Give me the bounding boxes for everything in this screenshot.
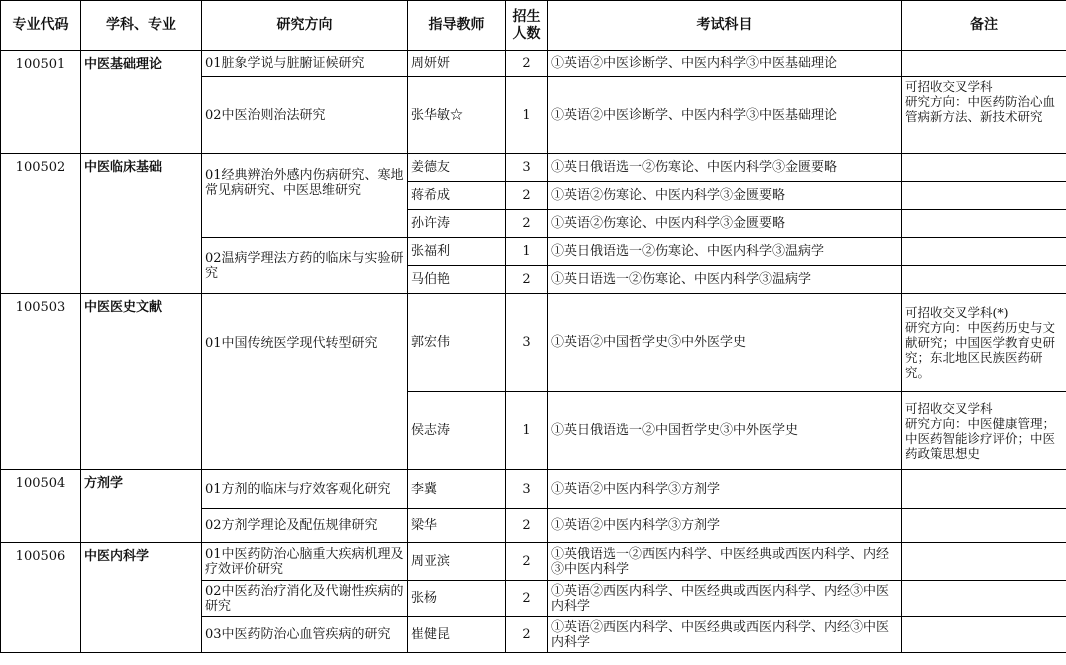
- exam-subjects: ①英语②中医内科学③方剂学: [548, 470, 902, 509]
- advisor-name: 梁华: [408, 509, 506, 543]
- advisor-name: 周亚滨: [408, 543, 506, 581]
- header-row: [1, 1, 1066, 51]
- quota-count: 3: [506, 294, 548, 392]
- research-direction: 01经典辨治外感内伤病研究、寒地常见病研究、中医思维研究: [202, 154, 408, 238]
- research-direction: 02温病学理法方药的临床与实验研究: [202, 238, 408, 294]
- exam-subjects: ①英语②中国哲学史③中外医学史: [548, 294, 902, 392]
- table-row: [1, 294, 1066, 392]
- header-quota: 招生人数: [506, 1, 548, 51]
- major-name: 中医临床基础: [81, 154, 202, 294]
- research-direction: 01中国传统医学现代转型研究: [202, 294, 408, 470]
- note-cell: [902, 210, 1066, 238]
- note-cell: 可招收交叉学科 研究方向：中医药防治心血管病新方法、新技术研究: [902, 77, 1066, 154]
- header-code: 专业代码: [1, 1, 81, 51]
- quota-count: 1: [506, 238, 548, 266]
- exam-subjects: ①英日俄语选一②中国哲学史③中外医学史: [548, 392, 902, 470]
- major-name: 中医医史文献: [81, 294, 202, 470]
- note-cell: [902, 266, 1066, 294]
- table-row: [1, 543, 1066, 581]
- advisor-name: 张杨: [408, 581, 506, 617]
- note-cell: [902, 470, 1066, 509]
- research-direction: 01方剂的临床与疗效客观化研究: [202, 470, 408, 509]
- quota-count: 1: [506, 392, 548, 470]
- research-direction: 01中医药防治心脑重大疾病机理及疗效评价研究: [202, 543, 408, 581]
- major-code: 100503: [1, 294, 81, 470]
- header-advisor: 指导教师: [408, 1, 506, 51]
- advisor-name: 周妍妍: [408, 51, 506, 77]
- advisor-name: 姜德友: [408, 154, 506, 182]
- advisor-name: 张华敏☆: [408, 77, 506, 154]
- advisor-name: 张福利: [408, 238, 506, 266]
- advisor-name: 崔健昆: [408, 617, 506, 653]
- exam-subjects: ①英俄语选一②西医内科学、中医经典或西医内科学、内经③中医内科学: [548, 543, 902, 581]
- research-direction: 02方剂学理论及配伍规律研究: [202, 509, 408, 543]
- major-code: 100506: [1, 543, 81, 653]
- major-code: 100501: [1, 51, 81, 154]
- exam-subjects: ①英语②伤寒论、中医内科学③金匮要略: [548, 182, 902, 210]
- advisor-name: 蒋希成: [408, 182, 506, 210]
- quota-count: 1: [506, 77, 548, 154]
- exam-subjects: ①英语②中医内科学③方剂学: [548, 509, 902, 543]
- quota-count: 2: [506, 51, 548, 77]
- quota-count: 2: [506, 182, 548, 210]
- research-direction: 03中医药防治心血管疾病的研究: [202, 617, 408, 653]
- advisor-name: 李冀: [408, 470, 506, 509]
- quota-count: 2: [506, 509, 548, 543]
- exam-subjects: ①英日俄语选一②伤寒论、中医内科学③金匮要略: [548, 154, 902, 182]
- header-major: 学科、专业: [81, 1, 202, 51]
- table-row: [1, 51, 1066, 77]
- header-exam: 考试科目: [548, 1, 902, 51]
- note-cell: [902, 581, 1066, 617]
- quota-count: 3: [506, 154, 548, 182]
- note-cell: [902, 51, 1066, 77]
- note-cell: [902, 509, 1066, 543]
- header-direction: 研究方向: [202, 1, 408, 51]
- note-cell: 可招收交叉学科(*) 研究方向：中医药历史与文献研究；中国医学教育史研究；东北地区民族医药研究。: [902, 294, 1066, 392]
- table-row: [1, 154, 1066, 182]
- exam-subjects: ①英语②西医内科学、中医经典或西医内科学、内经③中医内科学: [548, 581, 902, 617]
- research-direction: 02中医治则治法研究: [202, 77, 408, 154]
- advisor-name: 孙许涛: [408, 210, 506, 238]
- quota-count: 2: [506, 581, 548, 617]
- note-cell: [902, 543, 1066, 581]
- quota-count: 3: [506, 470, 548, 509]
- exam-subjects: ①英语②伤寒论、中医内科学③金匮要略: [548, 210, 902, 238]
- note-cell: [902, 617, 1066, 653]
- quota-count: 2: [506, 617, 548, 653]
- note-cell: 可招收交叉学科 研究方向：中医健康管理；中医药智能诊疗评价；中医药政策思想史: [902, 392, 1066, 470]
- major-code: 100502: [1, 154, 81, 294]
- research-direction: 01脏象学说与脏腑证候研究: [202, 51, 408, 77]
- major-name: 中医内科学: [81, 543, 202, 653]
- major-code: 100504: [1, 470, 81, 543]
- note-cell: [902, 154, 1066, 182]
- table-row: [1, 470, 1066, 509]
- advisor-name: 侯志涛: [408, 392, 506, 470]
- major-name: 方剂学: [81, 470, 202, 543]
- advisor-name: 郭宏伟: [408, 294, 506, 392]
- quota-count: 2: [506, 210, 548, 238]
- note-cell: [902, 238, 1066, 266]
- quota-count: 2: [506, 266, 548, 294]
- quota-count: 2: [506, 543, 548, 581]
- exam-subjects: ①英语②中医诊断学、中医内科学③中医基础理论: [548, 77, 902, 154]
- exam-subjects: ①英日语选一②伤寒论、中医内科学③温病学: [548, 266, 902, 294]
- research-direction: 02中医药治疗消化及代谢性疾病的研究: [202, 581, 408, 617]
- header-note: 备注: [902, 1, 1066, 51]
- exam-subjects: ①英语②西医内科学、中医经典或西医内科学、内经③中医内科学: [548, 617, 902, 653]
- advisor-name: 马伯艳: [408, 266, 506, 294]
- major-name: 中医基础理论: [81, 51, 202, 154]
- note-cell: [902, 182, 1066, 210]
- exam-subjects: ①英语②中医诊断学、中医内科学③中医基础理论: [548, 51, 902, 77]
- exam-subjects: ①英日俄语选一②伤寒论、中医内科学③温病学: [548, 238, 902, 266]
